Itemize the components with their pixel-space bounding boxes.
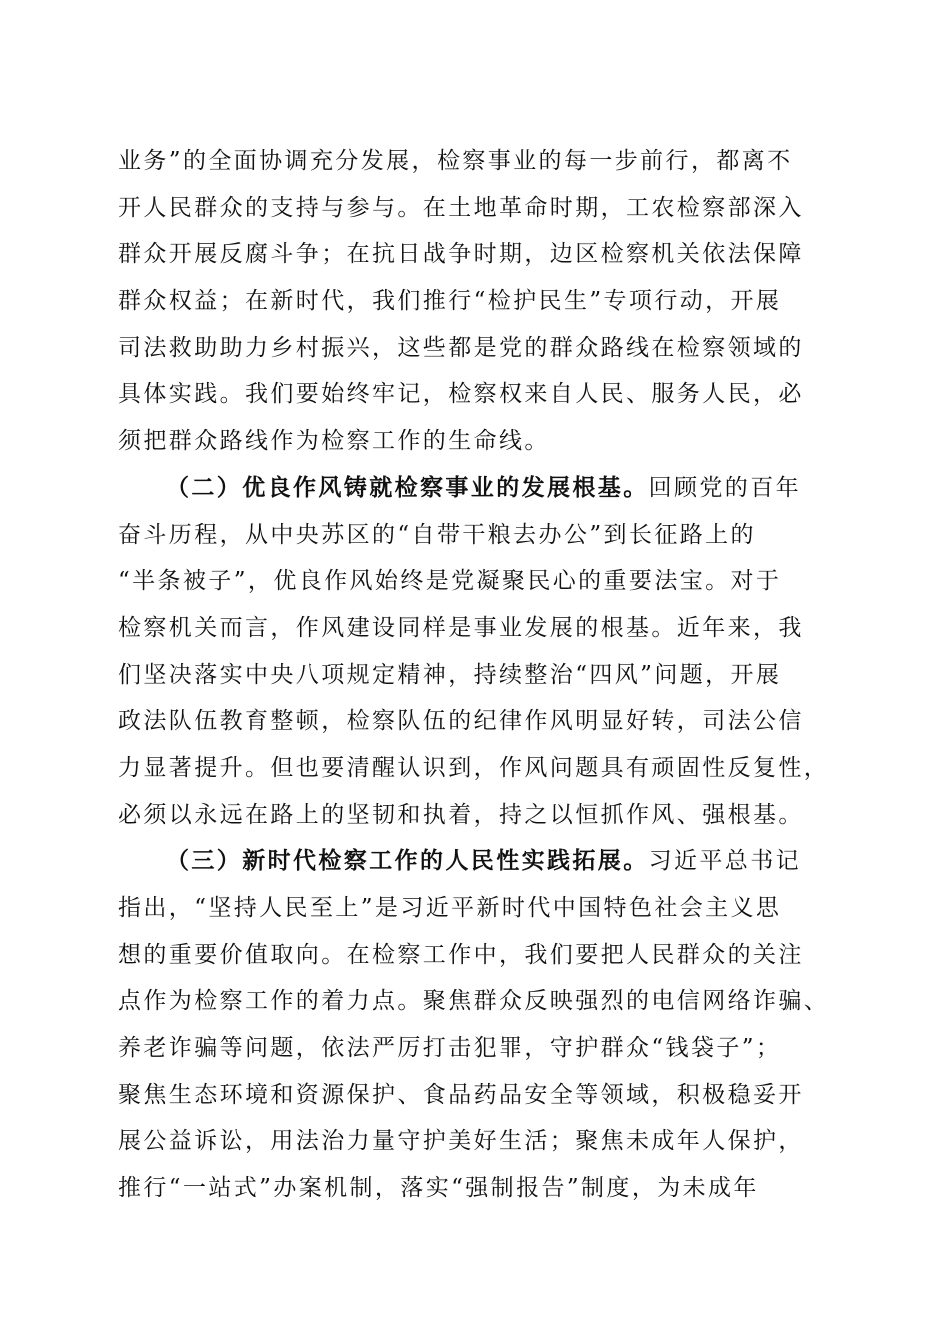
text-line: 必须以永远在路上的坚韧和执着，持之以恒抓作风、强根基。 [118,801,804,828]
text-line: “半条被子”，优良作风始终是党凝聚民心的重要法宝。对于 [118,568,782,595]
text-line: 点作为检察工作的着力点。聚焦群众反映强烈的电信网络诈骗、 [118,988,830,1015]
text-line: 业务”的全面协调充分发展，检察事业的每一步前行，都离不 [118,148,793,174]
paragraph-first-line [118,465,830,512]
paragraph-3 [118,838,830,1212]
section-heading: （三）新时代检察工作的人民性实践拓展。 [166,848,649,875]
text-line: 开人民群众的支持与参与。在土地革命时期，工农检察部深入 [118,194,804,221]
paragraph-first-line [118,838,830,885]
text-line: 们坚决落实中央八项规定精神，持续整治“四风”问题，开展 [118,661,782,688]
text-run: 回顾党的百年 [648,474,802,501]
text-line: 指出，“坚持人民至上”是习近平新时代中国特色社会主义思 [118,895,782,921]
text-line: 聚焦生态环境和资源保护、食品药品安全等领域，积极稳妥开 [118,1081,804,1108]
section-heading: （二）优良作风铸就检察事业的发展根基。 [166,474,649,501]
text-line: 群众开展反腐斗争；在抗日战争时期，边区检察机关依法保障 [118,241,804,268]
document-body [118,138,830,1212]
paragraph-2 [118,465,830,839]
text-line: 司法救助助力乡村振兴，这些都是党的群众路线在检察领域的 [118,334,804,361]
text-line: 想的重要价值取向。在检察工作中，我们要把人民群众的关注 [118,941,804,968]
text-line: 展公益诉讼，用法治力量守护美好生活；聚焦未成年人保护， [118,1128,804,1155]
text-line: 政法队伍教育整顿，检察队伍的纪律作风明显好转，司法公信 [118,708,804,735]
text-line: 推行“一站式”办案机制，落实“强制报告”制度，为未成年 [118,1175,759,1202]
text-line: 检察机关而言，作风建设同样是事业发展的根基。近年来，我 [118,614,804,641]
text-line: 养老诈骗等问题，依法严厉打击犯罪，守护群众“钱袋子”； [118,1035,782,1062]
text-line: 具体实践。我们要始终牢记，检察权来自人民、服务人民，必 [118,381,804,408]
text-line: 须把群众路线作为检察工作的生命线。 [118,428,550,455]
text-run: 习近平总书记 [648,848,802,875]
paragraph-1 [118,138,830,465]
text-line: 群众权益；在新时代，我们推行“检护民生”专项行动，开展 [118,288,782,315]
text-line: 奋斗历程，从中央苏区的“自带干粮去办公”到长征路上的 [118,521,756,548]
text-line: 力显著提升。但也要清醒认识到，作风问题具有顽固性反复性， [118,754,830,781]
